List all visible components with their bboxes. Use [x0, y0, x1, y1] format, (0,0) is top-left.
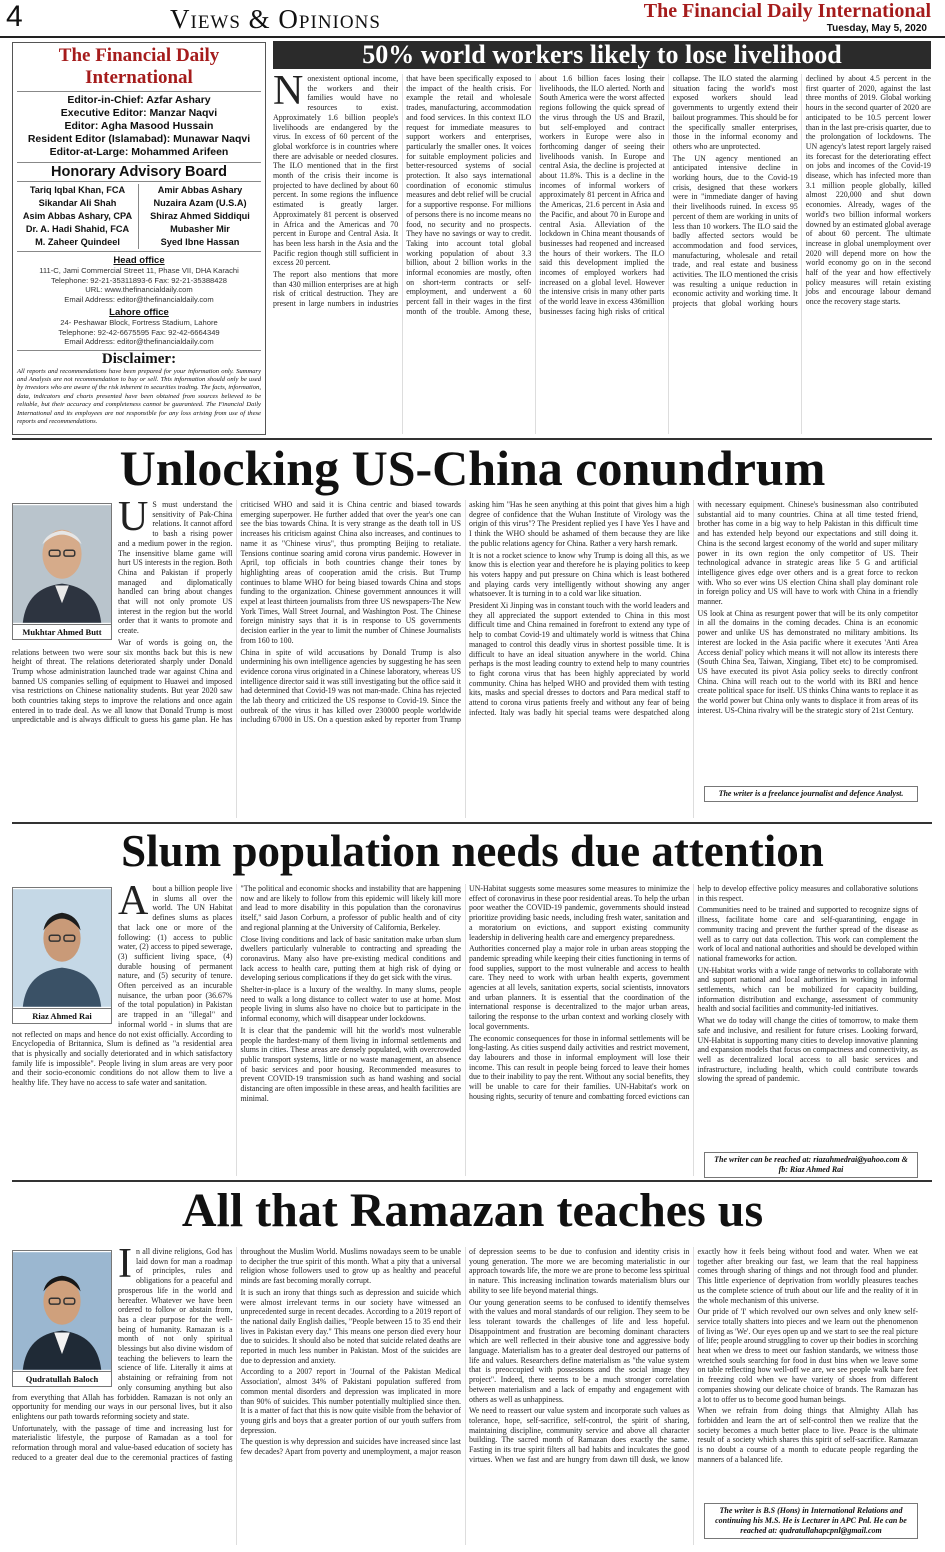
- paragraph: War of words is going on, the relations between two were sour six months back but this is new height of threat. The relations deteriorated sharply under Donald Trump whose administration launched trade war against China and banned US companies selling of equipment to Huawei and imposed visa restrictions on Chinese nationality students. But year 2020 saw both countries taking steps to improve the relations and once again entered in to trade deal. As we all know that Donald Trump is most unpredictable and is always difficult to guess his game plan. He has criticised WHO and said it is China centric and biased towards emerging superpower. He further added that over the year's one can see the bias towards China. It is very strange as the death toll in US increases his criticism against China also increases, and continues to name it as "Chinese virus", thus prompting Beijing to retaliate. Tensions continue soaring amid corona virus pandemic. However in April, top officials in both countries change their tones by highlighting areas of cooperation amid the crisis. But Trump continues to blame WHO for being biased towards China and stops funding to the organization. Chinese government announces it will expel at least thirteen journalists from three US newspapers-The New York Times, Wall Street Journal, and Washington Post. The Chinese foreign ministry says that it is in response to US governments decision earlier in the year to limit the number of Chinese Journalists from 160 to 100.: [12, 500, 461, 725]
- article4-headline: All that Ramazan teaches us: [181, 1184, 764, 1237]
- writer-note: The writer can be reached at: riazahmedrai@yahoo.com & fb: Riaz Ahmed Rai: [704, 1152, 918, 1178]
- paragraph: It is such an irony that things such as depression and suicide which were almost irrelevant terms in our society have witnessed an unprecedented surge in recent decades. According to a 2019 report of the national daily English dailies, "People between 15 to 35 end their lives in Pakistan every day." This means one person died every hour due to suicides. It should also be noted that suicide related deaths are reported in much less number in Pakistan. Most of the suicides are due to depression and anxiety.: [240, 1287, 461, 1365]
- staff-line: Resident Editor (Islamabad): Munawar Naqvi: [27, 133, 251, 145]
- lahore-office-title: Lahore office: [109, 307, 169, 318]
- dropcap: N: [273, 74, 304, 114]
- page-header: [0, 0, 945, 38]
- paragraph: Unfortunately, with the passage of time and increasing lust for materialistic lifestyle, the purpose of Ramadan as a tool for reformation through moral and value-based education of society has reduced to a greater deal due to the ceremonial practices of fasting throughout the Muslim World. Muslims nowadays seem to be unable to decipher the true spirit of this month. What a pity that a universal religion whose followers used to grow up as healthy and peaceful minds are fast becoming morally corrupt.: [12, 1247, 461, 1462]
- dropcap: A: [118, 884, 149, 924]
- paragraph: Authorities concerned play a major role in urban areas stopping the pandemic spreading while keeping their cities functioning in terms of food supplies, support to the most vulnerable and access to health care. They need to work with urban health experts, government agencies at all levels, sanitation experts, social scientists, innovators and urban planners. It is essential that the coordination of the international response is decentralized to the major urban areas, tailoring the response to the urban context and working closely with local governments.: [469, 944, 690, 1031]
- article1-headline: 50% world workers likely to lose livelihood: [273, 41, 931, 69]
- paragraph: It is clear that the pandemic will hit the world's most vulnerable people the hardest-many of them living in informal settlements and slums in cities. These areas are densely populated, with overcrowded public transport systems, little or no waste management, an absence of basic services and poor housing. Recommended measures to prevent COVID-19 transmission such as hand washing and social distancing are often impossible in these areas, and health facilities are minimal.: [240, 1025, 461, 1103]
- disclaimer-title: Disclaimer:: [17, 350, 261, 368]
- office-line: Email Address: editor@thefinancialdaily.com: [64, 337, 214, 346]
- disclaimer-text: All reports and recommendations have been prepared for your information only. Summary and Analysis are not recommendation to buy or sell. This information should only be used by investors who are aware of the risk inherent in securities trading. The facts, information, data, indicators and charts presented have been obtained from sources believed to be reliable, but their accuracy and completeness cannot be guaranteed. The Financial Daily International and its employees are not responsible for any loss arising from use of these reports and recommendations.: [17, 367, 261, 425]
- paragraph: S must understand the sensitivity of Pak-China relations. It cannot afford to bash a rising power and a medium power in the region. The insensitive blame game will hurt US interests in the region. Both China and Pakistan if properly managed and diplomatically handled can bring about changes that will not only promote US interest in the region but the world order that it wants to promote and create.: [118, 500, 233, 636]
- paragraph: According to a 2007 report in 'Journal of the Pakistan Medical Association', almost 34% of Pakistani population suffered from common mental disorders and depression was implicated in more than 90% of suicides. This number potentially multiplied since then. It is a matter of fact that this is now quite visible from the behavior of young girls and boys that a greater portion of our youth suffers from depression.: [240, 1367, 461, 1435]
- masthead-box: [12, 42, 266, 435]
- paragraph: The economic consequences for those in informal settlements will be long-lasting. As cities suspend daily activities and restrict movement, day labourers and those in informal employment will lose their income. This can result in people being forced to leave their homes due to their inability to pay the rent. Without any social benefits, they will be unable to care for their families. UN-Habitat's work on housing rights, security of tenure and combatting forced evictions can help to develop effective policy measures and collaborative solutions in this respect.: [469, 884, 918, 1101]
- advisory-member: Sikandar Ali Shah: [17, 197, 139, 210]
- head-office-title: Head office: [113, 255, 165, 266]
- paragraph: What we do today will change the cities of tomorrow, to make them safe and inclusive, and resilient for future crises. Looking forward, UN-Habitat is supporting many cities to develop innovative planning and expansion models that focus on compactness and connectivity, as well as decentralized local access to all basic services and infrastructure, including health, which could contribute towards slowing the spread of pandemic.: [697, 1016, 918, 1084]
- paragraph: President Xi Jinping was in constant touch with the world leaders and they all appreciated the support extended to China in this most difficult time and China remained in forefront to extend any type of help to combat Covid-19 and ultimately world is witness that China managed to control this deadly virus in shortest possible time. It is difficult to have an ideal situation anywhere in the world. China perhaps is the most leading country to extend help to many countries to fight corona virus that has been highly appreciated by world community. China has helped WHO and provided them with testing kits, masks and special dresses to doctors and Para medical staff to attend to corona virus patients freely and without any fear of being infected. Italy was badly hit special teams were despatched along with necessary equipment. Chinese's businessman also contributed substantial aid to many countries. China at all time tested friend, brother has come in a big way to help Pakistan in this difficult time and has extended help beyond our expectations and still doing it. China is the second largest economy of the world and super military power in its own region the only competitor of US. Their technological advance in strategic areas like 5 G and artificial intelligence gives edge over others and is a great force to reckon with. Who so ever wins US election China shall play dominant role in foreign policy and US will have to work with China in a friendly manner.: [469, 500, 918, 717]
- paragraph: "The political and economic shocks and instability that are happening now and are likely to follow from this epidemic will likely kill more and lead to more disability in this population than the coronavirus itself," said Jason Corburn, a professor of public health and of city and regional planning at the University of California, Berkeley.: [240, 884, 461, 932]
- issue-date: Tuesday, May 5, 2020: [826, 23, 927, 34]
- dropcap: U: [118, 500, 149, 540]
- section-divider: [12, 1180, 932, 1182]
- paragraph: The report also mentions that more than 430 million enterprises are at high risk of critical destruction. They are present in large numbers in industries that have been specifically exposed to the impact of the health crisis. For example the retail and wholesale trades, manufacturing, accommodation and food services. In this context ILO request for immediate measures to support workers and enterprises, particularly the smaller ones. It voices for suitable employment policies and better-resourced systems of social protection. It also says international coordination of economic stimulus measures and debt relief will be crucial for a supportive response. For millions of persons there is no income means no food, no security and no prospects. They have no savings or way to credit. Taking into account total global working population of about 3.3 billion, about 2 billion works in the informal economies are mostly, often on short-term contracts or self-employment, and underwent a 60 percent fall in their wages in the first month of the trouble. Among these, about 1.6 billion faces losing their livelihoods, the ILO alerted. North and South America were the worst affected regions following the quick spread of the virus through the US and Brazil, but self-employed and contract workers in Europe were also in forthcoming danger of seeing their livelihoods vanish. In Europe and central Asia, the decline is projected at about 11.8%. This is a decline in the incomes of informal workers of approximately 81 percent in Africa and the Americas, 21.6 percent in Asia and the Pacific, and about 70 in Europe and central Asia. Alleviation of the lockdown in China meant thousands of businesses had reopened and increased the hours of their workers. The ILO said this development implied the incomes of employed workers had increased on a global level. However the intensive crisis in many other parts of the world leave in excess 436million businesses facing high risks of critical collapse. The ILO stated the alarming situation facing the world's most exposed workers should lead governments to urgently extend their bailout programmes. This should be for the specifically smaller enterprises, those in the informal economy and others who are unprotected.: [273, 74, 798, 316]
- article2-headline: Unlocking US-China conundrum: [119, 440, 826, 496]
- paper-name: The Financial Daily International: [643, 0, 931, 22]
- office-line: 24- Peshawar Block, Fortress Stadium, Lahore: [60, 318, 218, 327]
- paragraph: onexistent optional income, the workers and their families would have no resources to exist. Approximately 1.6 billion people's livelihoods are endangered by the virus. In excess of 60 percent of the global workforce is in countries where there are advisable or needed closures. The ILO mentioned that in the first month of the crisis their income is projected to have declined by about 60 percent. In some regions the influence estimated is greatly larger. Approximately 81 percent is observed in Africa and the Americas and 70 percent in Europe and Central Asia. It has been less harsh in the Asia and the Pacific region though still sufficient in excess 20 percent.: [273, 74, 399, 268]
- paragraph: Close living conditions and lack of basic sanitation make urban slum dwellers particularly vulnerable to contracting and spreading the coronavirus. Many also have pre-existing medical conditions and lack access to health care, putting them at high risk of dying or developing serious complications if they do get sick with the virus.: [240, 934, 461, 983]
- paragraph: Shelter-in-place is a luxury of the wealthy. In many slums, people need to walk a long distance to collect water to use at home. Most people living in slums also have no choice but to participate in the informal economy, which will disappear under lockdowns.: [240, 985, 461, 1024]
- office-line: Email Address: editor@thefinancialdaily.com: [64, 294, 214, 304]
- writer-note: The writer is B.S (Hons) in International Relations and continuing his M.S. He is Lecturer in APC Pnl. He can be reached at: qudratullahapcpnl@gmail.com: [704, 1503, 918, 1539]
- paragraph: China in spite of wild accusations by Donald Trump is also undermining his own intelligence agencies by suggesting he has seen evidence corona virus originated in a Chinese laboratory, whereas US intelligence director said it was still investigating but the office said it had determined that Covid-19 was not man-made. China has rejected the lab theory and criticized the US response to Covid-19. Since the outbreak of the virus it has killed over 230000 people worldwide including 67000 in US. On a question asked by reporter from Trump asking him "Has he seen anything at this point that gives him a high degree of confidence that the Wuhan Institute of Virology was the origin of this virus"? The President replied yes I have Yes I have and I think the WHO should be ashamed of them because they are like the public relations agency for China. Rather a very harsh remark.: [240, 500, 690, 725]
- advisory-member: Asim Abbas Ashary, CPA: [17, 210, 139, 223]
- paragraph: US look at China as resurgent power that will be its only competitor in all the domains in the coming decades. China is an economic power and unlike US has demonstrated no military ambitions. Its interest are locked in the Asia pacific where it executes 'Anti Area Access denial' policy which means it will not allow its interests there (South China Sea, Taiwan, Xingiang, Tibet etc) to be compromised. US have executed its pivot Asia policy seeks to directly confront China. China will reach out to the world with its BRI and hence create political space for itself. US thinks China wants to replace it as the world power but China only wants to displace it from areas of its interest. US-China rivalry will be the strategic story of 21st Century.: [697, 608, 918, 715]
- paragraph: The question is why depression and suicides have increased since last few decades? Apart from poverty and unemployment, a major reason of depression seems to be due to confusion and identity crisis in young generation. The more we are becoming materialistic in our approach towards life, the more we are prone to become less spiritual in nature. This increasing inclination towards materialism blurs our ability to see life beyond material things.: [240, 1247, 690, 1457]
- advisory-member: Mubasher Mir: [170, 224, 230, 234]
- paragraph: When we refrain from doing things that Almighty Allah has forbidden and learn the art of self-control then we realize that the society becomes a much better place to live. Peace is the ultimate result of a society which shares this spirit of self-sacrifice. Ramazan is no doubt a course of a month to educate people regarding the manners of a balanced life.: [697, 1406, 918, 1464]
- advisory-member: Syed Ibne Hassan: [160, 237, 240, 247]
- advisory-title: Honorary Advisory Board: [17, 162, 261, 182]
- advisory-member: Shiraz Ahmed Siddiqui: [150, 211, 250, 221]
- staff-line: Editor: Agha Masood Hussain: [64, 120, 214, 132]
- paragraph: UN-Habitat suggests some measures some measures to minimize the effect of coronavirus in these poor residential areas. To help the urban poor weather the COVID-19 pandemic, governments should instead prioritize providing basic needs, including fresh water, sanitation and a moratorium on evictions, and support existing community leadership in delivering health care and emergency preparedness.: [469, 884, 690, 942]
- paragraph: n all divine religions, God has laid down for man a roadmap of principles, rules and obligations for a peaceful and prosperous life in the world and hereafter. Whatever we have been ordered to follow or abstain from, has a clear purpose for the well-being of humanity. Ramazan is a month of not only spiritual blessings but also divine wisdom of teaching the believers to learn the science of life. Literally it aims at abstaining or refraining from not only consuming anything but also from everything that Allah has forbidden. Ramazan is not only an opportunity for mending our ways in our personal lives, but it also enlightens our path towards reforming society and state.: [12, 1247, 233, 1421]
- office-line: 111-C, Jami Commercial Street 11, Phase VII, DHA Karachi: [39, 266, 239, 275]
- article3-headline: Slum population needs due attention: [121, 826, 824, 876]
- advisory-member: Dr. A. Hadi Shahid, FCA: [17, 223, 139, 236]
- office-line: Telephone: 92-21-35311893-6 Fax: 92-21-35388428: [51, 275, 227, 285]
- advisory-member: M. Zaheer Quindeel: [17, 236, 139, 249]
- paragraph: Our pride of 'I' which revolved our own selves and only knew self-service totally shatters into pieces and we learn out the phenomenon of living as 'We'. Our eyes open up and we start to see the real picture of life; people around struggling to cover up their bodies in scorching heat when we dress to meet our fashion standards, we witness those wretched souls searching for food in dust bins when we leave some on table reflecting how well-off we are, we see people walk bare feet in freezing cold when we have variety of shoes from different companies showing our delicate choice of brands. The Ramazan has a lot to offer us to become good human beings.: [697, 1307, 918, 1404]
- author-caption: Mukhtar Ahmed Butt: [13, 624, 111, 639]
- author-caption: Riaz Ahmed Rai: [13, 1008, 111, 1023]
- article1-body: [273, 74, 931, 434]
- article4-body: [12, 1247, 918, 1545]
- paragraph: UN-Habitat works with a wide range of networks to collaborate with and support national and local authorities in working in informal settlements, which can be mobilized for capacity building, information distribution and exchange, assessment of community health and social facilities and community-led initiatives.: [697, 965, 918, 1014]
- advisory-member: Tariq Iqbal Khan, FCA: [17, 184, 139, 197]
- paragraph: The UN agency mentioned an anticipated intensive decline in working hours, due to the Covid-19 crisis, designed that these workers were in "immediate danger of having their livelihoods ruined. In excess 95 percent of them are working in units of less than 10 workers. The ILO said the badly affected sectors would be accommodation and food services, manufacturing, wholesale and retail trade, and real estate and business activities. The ILO mentioned the crisis was resulting a unique reduction in economic activity and working time. It projects that global working hours declined by about 4.5 percent in the first quarter of 2020, against the last three months of 2019. Global working hours in the second quarter of 2020 are anticipated to be 10.5 percent lower than in the last pre-crisis quarter, due to the prolongation of lockdowns. The UN agency's latest report largely raised its forecast for the deteriorating effect on jobs and incomes of the Covid-19 disease, which has infected more than 3.1 million people globally, killed almost 220,000 and shut down economies. Already, wages of the world's two billion informal workers downed by an estimated global average of about 60 percent. The ultimate increase in global unemployment over 2020 will depend more on how the world economy go on in the second half of the year and how effectively policy measures will retain existing jobs and encourage labour demand once the recovery stage starts.: [672, 74, 931, 309]
- staff-line: Editor-at-Large: Mohammed Arifeen: [49, 146, 229, 158]
- staff-line: Editor-in-Chief: Azfar Ashary: [67, 94, 211, 106]
- writer-note: The writer is a freelance journalist and defence Analyst.: [704, 786, 918, 802]
- advisory-member: Amir Abbas Ashary: [157, 185, 243, 195]
- office-line: URL: www.thefinancialdaily.com: [85, 285, 193, 294]
- office-line: Telephone: 92-42-6675595 Fax: 92-42-6664349: [58, 327, 220, 337]
- author-caption: Qudratullah Baloch: [13, 1371, 111, 1386]
- page-number: 4: [6, 0, 23, 33]
- advisory-grid: [17, 182, 261, 252]
- article2-body: [12, 500, 918, 818]
- paragraph: bout a billion people live in slums all over the world. The UN Habitat defines slums as places that lack one or more of the following: (1) access to public water, (2) access to piped sewerage, (3) sufficient living space, (4) durable housing of permanent nature, and (5) security of tenure. Often perceived as an incurable nuisance, the urban poor (36.67% of the total population) in Pakistan are trapped in an "illegal" and informal world - in slums that are not reflected on maps and hence do not exist officially. According to Encyclopedia of Britannica, Slum is defined as "a residential area that is physically and socially deteriorated and in which satisfactory family life is impossible". People living in slum areas are very poor and their socio-economic conditions do not allow them to live a healthy life. They have no access to safe water and sanitation.: [12, 884, 233, 1088]
- paragraph: Communities need to be trained and supported to recognize signs of illness, facilitate home care and self-quarantining, engage in community tracing and prevent the further spread of the disease as well as to carry out data collection. This work can complement the work of local and national authorities and should be developed within national frameworks for action.: [697, 905, 918, 963]
- staff-line: Executive Editor: Manzar Naqvi: [60, 107, 218, 119]
- paragraph: It is not a rocket science to know why Trump is doing all this, as we know this is election year and therefore he is playing politics to keep his voters happy and put pressure on China which is least bothered and playing cards very intelligently without showing any anger whatsoever. It is turning in to a cold war like situation.: [469, 550, 690, 599]
- section-title: Views & Opinions: [170, 4, 381, 34]
- advisory-member: Nuzaira Azam (U.S.A): [153, 198, 247, 208]
- paragraph: We need to reassert our value system and incorporate such values as tolerance, hope, self-sacrifice, self-control, the spirit of sharing, maintaining discipline, community service and above all character building. The sacred month of Ramazan does exactly the same. Fasting in its true spirit filters all bad habits and inculcates the good virtues. When we fast and are hungry from dawn till dusk, we know exactly how it feels being without food and water. When we eat together after breaking our fast, we learn that the real happiness comes through sharing of things and not through food and plunder. This little experience of deprivation from worldly pleasures teaches us the complete science of truth about our life and the reality of it in the whole mechanism of this universe.: [469, 1247, 918, 1464]
- dropcap: I: [118, 1247, 132, 1287]
- article3-body: [12, 884, 918, 1176]
- masthead-title: The Financial Daily International: [17, 45, 261, 92]
- paragraph: Our young generation seems to be confused to identify themselves with the values and moral standards of our religion. They seem to be less tolerant towards the challenges of life and less hopeful. Disappointment and frustration are becoming dominant characters which are well reflected in their abusive tone and aggressive body language. Materialism has to a greater deal destroyed our patterns of life and values. Researchers define materialism as "the value system that is preoccupied with possessions and the social image they project". Indeed, there seems to be a much stronger correlation between materialism and a lack of empathy and engagement with others as well as unhappiness.: [469, 1297, 690, 1404]
